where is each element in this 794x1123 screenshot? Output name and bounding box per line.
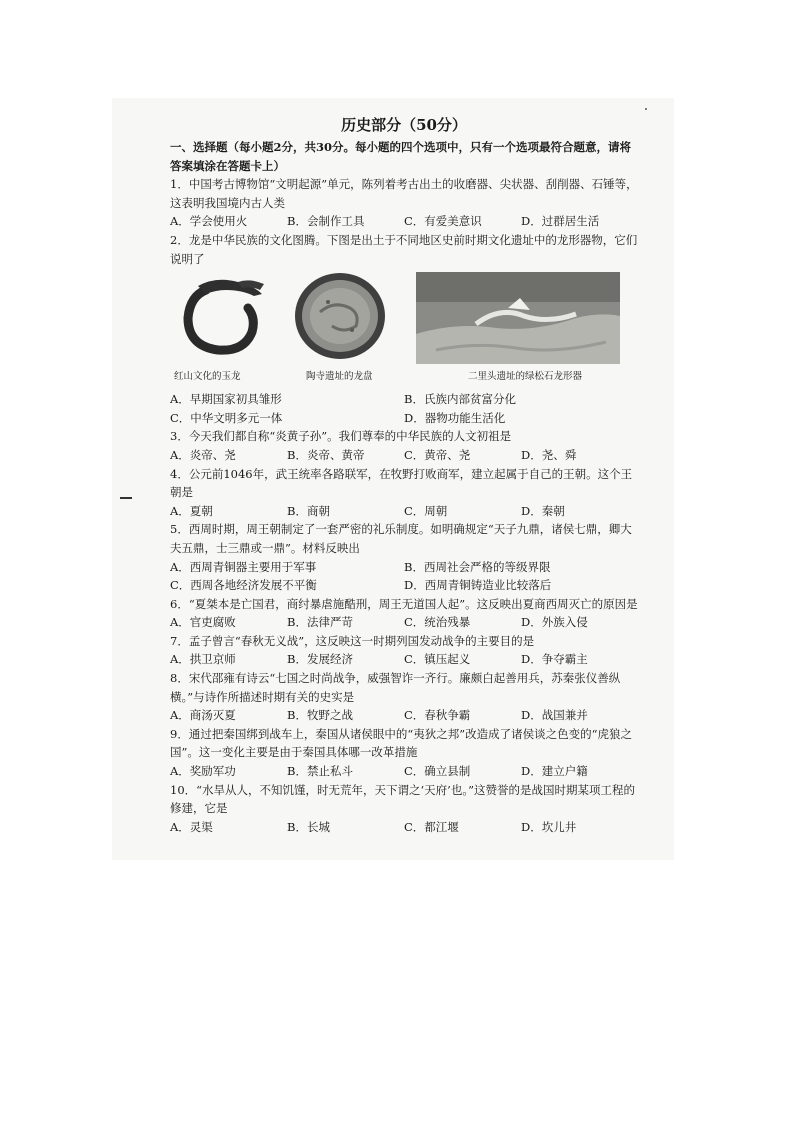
- question-2-figures: [170, 272, 638, 388]
- question-8-options: [170, 706, 638, 725]
- exam-content: [170, 114, 638, 836]
- option-b: B．会制作工具: [287, 214, 365, 229]
- option-c: C．中华文明多元一体: [170, 410, 283, 425]
- option-a: A．西周青铜器主要用于军事: [170, 559, 317, 574]
- option-c: C．镇压起义: [404, 652, 471, 667]
- option-b: B．长城: [287, 819, 330, 834]
- option-a: A．拱卫京师: [170, 652, 236, 667]
- margin-mark: [120, 497, 132, 499]
- option-a: A．早期国家初具雏形: [170, 392, 282, 407]
- option-d: D．建立户籍: [521, 764, 588, 779]
- option-b: B．炎帝、黄帝: [287, 447, 365, 462]
- option-d: D．争夺霸主: [521, 652, 588, 667]
- option-d: D．器物功能生活化: [404, 410, 506, 425]
- question-2-options: [170, 390, 638, 427]
- caption-turquoise-dragon: 二里头遗址的绿松石龙形器: [468, 371, 583, 383]
- option-a: A．炎帝、尧: [170, 447, 236, 462]
- option-b: B．法律严苛: [287, 615, 353, 630]
- question-7-stem: 7．孟子曾言“春秋无义战”，这反映这一时期列国发动战争的主要目的是: [170, 633, 535, 648]
- caption-dragon-plate: 陶寺遗址的龙盘: [306, 371, 373, 383]
- question-3-stem: 3．今天我们都自称“炎黄子孙”。我们尊奉的中华民族的人文初祖是: [170, 429, 512, 444]
- option-b: B．氏族内部贫富分化: [404, 392, 516, 407]
- question-6-stem: 6．“夏桀本是亡国君，商纣暴虐施酷刑，周王无道国人起”。这反映出夏商西周灭亡的原因是: [170, 596, 638, 611]
- option-b: B．禁止私斗: [287, 764, 353, 779]
- caption-jade-dragon: 红山文化的玉龙: [174, 371, 241, 383]
- page-title: 历史部分（50分）: [341, 116, 467, 134]
- section-instructions: 一、选择题（每小题2分，共30分。每小题的四个选项中，只有一个选项最符合题意，请将答案填涂在答题卡上）: [170, 140, 632, 173]
- question-9-stem: 9．通过把秦国绑到战车上，秦国从诸侯眼中的“夷狄之邦”改造成了诸侯谈之色变的“虎狼之国”。这一变化主要是由于秦国具体哪一改革措施: [170, 726, 632, 760]
- option-c: C．确立县制: [404, 764, 471, 779]
- option-d: D．西周青铜铸造业比较落后: [404, 578, 552, 593]
- option-b: B．牧野之战: [287, 708, 353, 723]
- option-d: D．尧、舜: [521, 447, 577, 462]
- option-a: A．奖励军功: [170, 764, 236, 779]
- option-a: A．官吏腐败: [170, 615, 236, 630]
- question-4-options: [170, 502, 638, 521]
- option-d: D．坎儿井: [521, 819, 577, 834]
- question-3-options: [170, 446, 638, 465]
- turquoise-dragon-image: [416, 272, 620, 364]
- question-8-stem: 8．宋代邵雍有诗云“七国之时尚战争，威强智诈一齐行。廉颇白起善用兵，苏秦张仪善纵横。”与诗作所描述时期有关的史实是: [170, 671, 621, 704]
- question-1-options: [170, 212, 638, 231]
- option-d: D．过群居生活: [521, 214, 600, 229]
- question-1-stem: 1．中国考古博物馆“文明起源”单元，陈列着考古出土的收磨器、尖状器、刮削器、石锤等，这表明我国境内古人类: [170, 177, 638, 210]
- question-2-stem: 2．龙是中华民族的文化图腾。下图是出土于不同地区史前时期文化遗址中的龙形器物，它们说明了: [170, 232, 638, 266]
- question-9-options: [170, 762, 638, 781]
- option-c: C．有爱美意识: [404, 214, 482, 229]
- question-5-stem: 5．西周时期，周王朝制定了一套严密的礼乐制度。如明确规定“天子九鼎，诸侯七鼎，卿大夫五鼎，士三鼎或一鼎”。材料反映出: [170, 522, 632, 555]
- option-b: B．西周社会严格的等级界限: [404, 559, 551, 574]
- question-5-options: [170, 558, 638, 595]
- option-d: D．秦朝: [521, 503, 565, 518]
- option-d: D．战国兼并: [521, 708, 588, 723]
- option-a: A．灵渠: [170, 819, 213, 834]
- option-d: D．外族入侵: [521, 615, 588, 630]
- jade-dragon-image: [176, 272, 276, 356]
- option-c: C．统治残暴: [404, 615, 471, 630]
- option-c: C．周朝: [404, 503, 448, 518]
- option-a: A．夏朝: [170, 503, 213, 518]
- option-c: C．西周各地经济发展不平衡: [170, 578, 317, 593]
- option-a: A．商汤灭夏: [170, 708, 236, 723]
- question-6-options: [170, 613, 638, 632]
- question-10-stem: 10．“水旱从人，不知饥馑，时无荒年，天下谓之‘天府’也。”这赞誉的是战国时期某项工程的修建，它是: [170, 782, 635, 816]
- question-10-options: [170, 818, 638, 837]
- question-4-stem: 4．公元前1046年，武王统率各路联军，在牧野打败商军，建立起属于自己的王朝。这个王朝是: [170, 466, 633, 500]
- scan-speck: [645, 108, 647, 110]
- option-b: B．商朝: [287, 503, 330, 518]
- option-c: C．春秋争霸: [404, 708, 471, 723]
- option-c: C．都江堰: [404, 819, 459, 834]
- option-c: C．黄帝、尧: [404, 447, 471, 462]
- option-a: A．学会使用火: [170, 214, 248, 229]
- dragon-plate-image: [294, 272, 390, 360]
- question-7-options: [170, 650, 638, 669]
- option-b: B．发展经济: [287, 652, 353, 667]
